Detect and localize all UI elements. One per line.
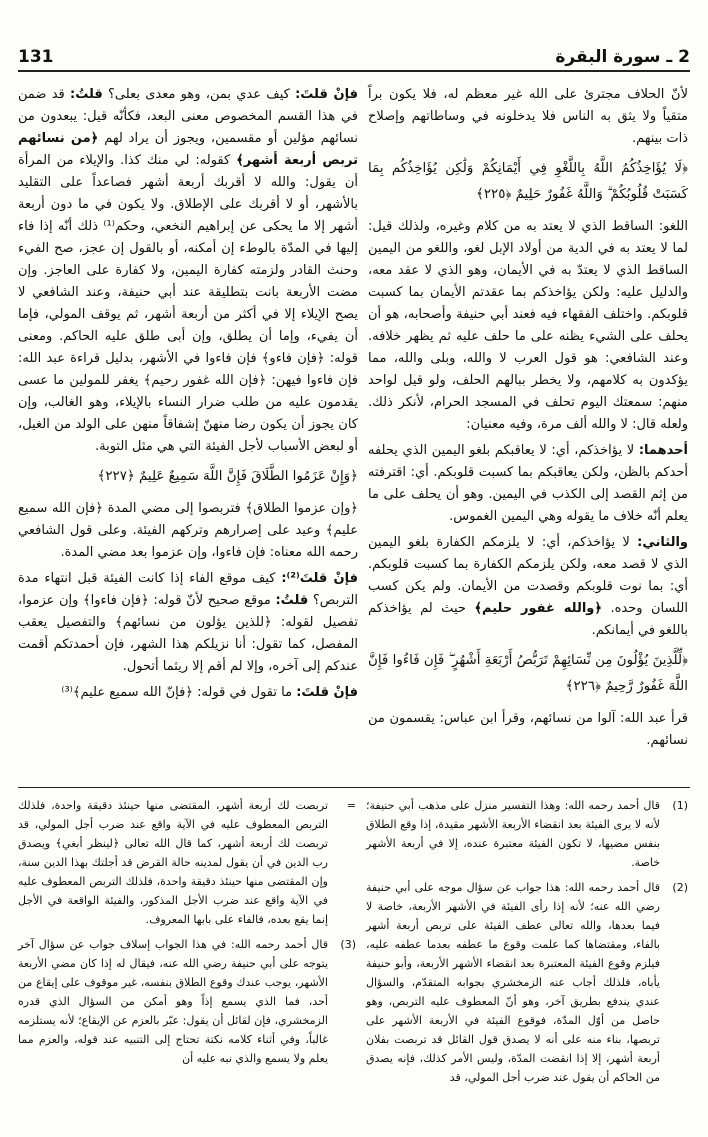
question-text: ما تقول في قوله: ﴿فإنّ الله سميع عليم﴾⁽³⁾ bbox=[61, 685, 293, 700]
footnote-text: تربصت لك أربعة أشهر، المقتضى منها حينئذ دقيقة واحدة، فلذلك التربص المعطوف عليه في الآية واقع عند ضرب أجل المولي، قد تربصت لك أربعة أشهر، كما قال الله تعالى ﴿لينظر أبغي﴾ ويصدق رب الدين في أن يقول لمدينه حالة القرض قد أجلتك بهذا الدين سنة، وإن المقتضى منها حينئذ دقيقة واحدة، فلذلك التربص المعطوف عليه في الآية واقع عند ضرب الأجل المذكور، والفيئة الواقعة في الأجل إنما يقع بعده، فالفاء على بابها المعروف. bbox=[18, 799, 328, 926]
meaning-text: لا يؤاخذكم، أي: لا يعاقبكم بلغو اليمين الذي يحلفه أحدكم بالظن، ولكن يعاقبكم بما كسبت قلوبكم. أي: اقترفته من إثم القصد إلى الكذب في اليمين. وهو أن يحلف على ما يعلم أنّه خلاف ما يقوله وهي اليمين الغموس. bbox=[368, 443, 688, 524]
question-answer bbox=[18, 84, 358, 458]
footnote-separator bbox=[18, 787, 690, 788]
footnotes-left bbox=[18, 796, 356, 1074]
question-label: فإنْ قلتَ⁽²⁾: bbox=[281, 571, 358, 586]
footnote bbox=[18, 935, 356, 1068]
question-answer bbox=[18, 568, 358, 678]
meaning-text: لا يؤاخذكم، أي: لا يلزمكم الكفارة بلغو اليمين الذي لا قصد معه، ولكن يلزمكم الكفارة بما كسبت قلوبكم. أي: بما نوت قلوبكم وقصدت من الأيمان. ولم يكن كسب اللسان وحده. bbox=[368, 535, 688, 616]
footnote bbox=[366, 878, 688, 1087]
meaning-text-end: حيث لم يؤاخذكم باللغو في أيمانكم. bbox=[368, 601, 688, 638]
footnote-text: قال أحمد رحمه الله: وهذا التفسير منزل على مذهب أبي حنيفة؛ لأنه لا يرى الفيئة بعد انقضاء الأربعة الأشهر مقيدة، إذا وقع الطلاق بنفس مضيها، لا تكون الفيئة معتبرة عنده، إلا في أربعة الأشهر خاصة. bbox=[366, 799, 660, 869]
footnote-number: (1) bbox=[672, 799, 688, 812]
footnote bbox=[366, 796, 688, 872]
question-text: كيف عدي بمن، وهو معدى بعلى؟ bbox=[108, 87, 290, 102]
paragraph: اللغو: الساقط الذي لا يعتد به من كلام وغيره، ولذلك قيل: لما لا يعتد به في الدية من أولاد الإبل لغو، واللغو من اليمين الساقط الذي لا يعتدّ به في الأيمان، وهو الذي لا عقد معه، والدليل عليه: ولكن يؤاخذكم بما عقدتم الأيمان بما كسبت قلوبكم. واختلف الفقهاء فيه فعند أبي حنيفة وأصحابه، هو أن يحلف على الشيء يظنه على ما حلف عليه ثم يظهر خلافه. وعند الشافعي: هو قول العرب لا والله، وبلى والله، مما يؤكدون به كلامهم، ولا يخطر ببالهم الحلف، ولو قيل لواحد منهم: سمعتك اليوم تحلف في المسجد الحرام، لأنكر ذلك. ولعله قال: لا والله ألف مرة، وفيه معنيان: bbox=[368, 219, 688, 432]
footnote-continuation bbox=[18, 796, 356, 929]
question-label: فإنْ قلتَ: bbox=[295, 87, 358, 102]
question-answer bbox=[18, 682, 358, 704]
question-label: فإنْ قلتَ: bbox=[296, 685, 358, 700]
answer-text: موقع صحيح لأنّ قوله: ﴿فإن فاءوا﴾ وإن عزموا، تفصيل لقوله: ﴿للذين يؤلون من نسائهم﴾ والتفصيل يعقب المفصل، كما تقول: أنا نزيلكم هذا الشهر، فإن أحمدتكم أقمت عندكم إلى آخره، وإلا لم أقم إلا ريثما أتحول. bbox=[18, 593, 358, 674]
paragraph: كقوله: لي منك كذا. والإيلاء من المرأة أن يقول: والله لا أقربك أربعة أشهر فصاعداً على التقليد بالأشهر، أو لا أقربك على الإطلاق. ولا يكون في ما دون أربعة أشهر إلا ما يحكى عن إبراهيم النخعي، وحكم⁽¹⁾ ذلك أنّه إذا فاء إليها في المدّة بالوطء إن أمكنه، أو بالقول إن عجز، صح الفيء وحنث القادر ولزمته كفارة اليمين، ولا كفارة على العاجز. وإن مضت الأربعة بانت بتطليقة عند أبي حنيفة، وعند الشافعي لا يصح الإيلاء إلا في أكثر من أربعة أشهر، ثم يوقف المولي، فإما أن يفيء، وإما أن يطلق، وإن أبى طلق عليه الحاكم. ومعنى قوله: ﴿فإن فاءو﴾ فإن فاءوا في الأشهر، بدليل قراءة عبد الله: فإن فاءوا فيهن: ﴿فإن الله غفور رحيم﴾ يغفر للمولين ما عسى يقدمون عليه من طلب ضرار النساء بالإيلاء، وهو الغالب، وإن كان يجوز أن يكون رضا منهنّ إشفاقاً منهن على الولد من الغيل، أو لبعض الأسباب لأجل الفيئة التي هي مثل التوبة. bbox=[18, 153, 358, 454]
quran-verse: ﴿لَا يُؤَاخِذُكُمُ اللَّهُ بِاللَّغْوِ فِي أَيْمَانِكُمْ وَلَٰكِن يُؤَاخِذُكُم بِمَا كَسَبَتْ قُلُوبُكُمْ ۗ وَاللَّهُ غَفُورٌ حَلِيمٌ ﴿٢٢٥﴾ bbox=[368, 161, 688, 202]
sura-title: 2 ـ سورة البقرة bbox=[555, 47, 690, 67]
meaning-label: أحدهما: bbox=[638, 443, 688, 458]
page-header bbox=[18, 42, 690, 72]
quote: ﴿من نسائهم تربص أربعة أشهر﴾ bbox=[18, 131, 358, 168]
paragraph: لأنّ الحلاف مجترئ على الله غير معظم له، فلا يكون براً متقياً ولا يثق به الناس فلا يدخلونه في وساطاتهم وإصلاح ذات بينهم. bbox=[368, 87, 688, 146]
meaning-one bbox=[368, 440, 688, 528]
continuation-mark: = bbox=[346, 799, 356, 812]
quran-verse: ﴿لِّلَّذِينَ يُؤْلُونَ مِن نِّسَائِهِمْ تَرَبُّصُ أَرْبَعَةِ أَشْهُرٍ ۖ فَإِن فَاءُوا فَإِنَّ اللَّهَ غَفُورٌ رَّحِيمٌ ﴿٢٢٦﴾ bbox=[368, 653, 688, 694]
footnote-number: (3) bbox=[340, 938, 356, 951]
answer-label: قلتُ: bbox=[70, 87, 103, 102]
meaning-two bbox=[368, 532, 688, 642]
left-column bbox=[18, 84, 358, 708]
footnote-text: قال أحمد رحمه الله: هذا جواب عن سؤال موجه على أبي حنيفة رضي الله عنه؛ لأنه إذا رأى الفيئة في الأشهر الأربعة، خاصة لا فيما بعدها، والله تعالى عطف الفيئة على تربص أربعة أشهر بالفاء، ومقتضاها كما علمت وقوع ما عطفه بعدما عطفه عليه، فيلزم وقوع الفيئة المعتبرة بعد انقضاء الأشهر الأربعة، وأبو حنيفة يأباه، فلذلك أجاب عنه الزمخشري بجوابه المتقدّم، والسؤال عندي يندفع بطريق آخر، وهو أنّ المعطوف عليه التربص، وهو حاصل من أوّل المدّة، فوقوع الفيئة في الأربعة الأشهر على تربصها، بناء منه على أنه لا يصدق قول القائل قد تربصت بفلان أربعة أشهر، إلا إذا انقضت المدّة، وليس الأمر كذلك، فإنه يصدق من الحاكم أن يقول عند ضرب أجل المولي، قد bbox=[366, 881, 660, 1084]
paragraph: قرأ عبد الله: آلوا من نسائهم، وقرأ ابن عباس: يقسمون من نسائهم. bbox=[368, 711, 688, 748]
page-number: 131 bbox=[18, 47, 54, 67]
answer-label: قلتُ: bbox=[275, 593, 309, 608]
footnotes-right bbox=[366, 796, 688, 1093]
right-column bbox=[368, 84, 688, 756]
answer-text: قد ضمن في هذا القسم المخصوص معنى البعد، فكأنّه قيل: يبعدون من نسائهم مؤلين أو مقسمين، ويجوز أن يراد لهم bbox=[18, 87, 359, 146]
question-text: كيف موقع الفاء إذا كانت الفيئة قبل انتهاء مدة التربص؟ bbox=[18, 571, 358, 608]
paragraph: ﴿وإن عزموا الطلاق﴾ فتربصوا إلى مضي المدة ﴿فإن الله سميع عليم﴾ وعيد على إصرارهم وتركهم الفيئة. وعلى قول الشافعي رحمه الله معناه: فإن فاءوا، وإن عزموا بعد مضي المدة. bbox=[18, 501, 358, 560]
quote: ﴿والله غفور حليم﴾ bbox=[474, 601, 602, 616]
quran-verse: ﴿وَإِنْ عَزَمُوا الطَّلَاقَ فَإِنَّ اللَّهَ سَمِيعٌ عَلِيمٌ ﴿٢٢٧﴾ bbox=[97, 469, 358, 484]
meaning-label: والثاني: bbox=[637, 535, 688, 550]
footnote-number: (2) bbox=[672, 881, 688, 894]
footnote-text: قال أحمد رحمه الله: في هذا الجواب إسلاف جواب عن سؤال آخر يتوجه على أبي حنيفة رضي الله عنه، فيقال له إذا كان مضي الأربعة الأشهر، يوجب عندك وقوع الطلاق بنفسه، غير موقوف على إيقاع من أحد، فما الذي يسمع إذاً وهو أمكن من السؤال الذي قدره الزمخشري، فإن لقائل أن يقول: عبّر بالعزم عن الإيقاع؛ لأنه يستلزمه غالباً، وفي أثناء كلامه نكتة تحتاج إلى التنبيه عند قوله، والعزم مما يعلم ولا يسمع والذي نبه عليه أن bbox=[18, 938, 328, 1065]
